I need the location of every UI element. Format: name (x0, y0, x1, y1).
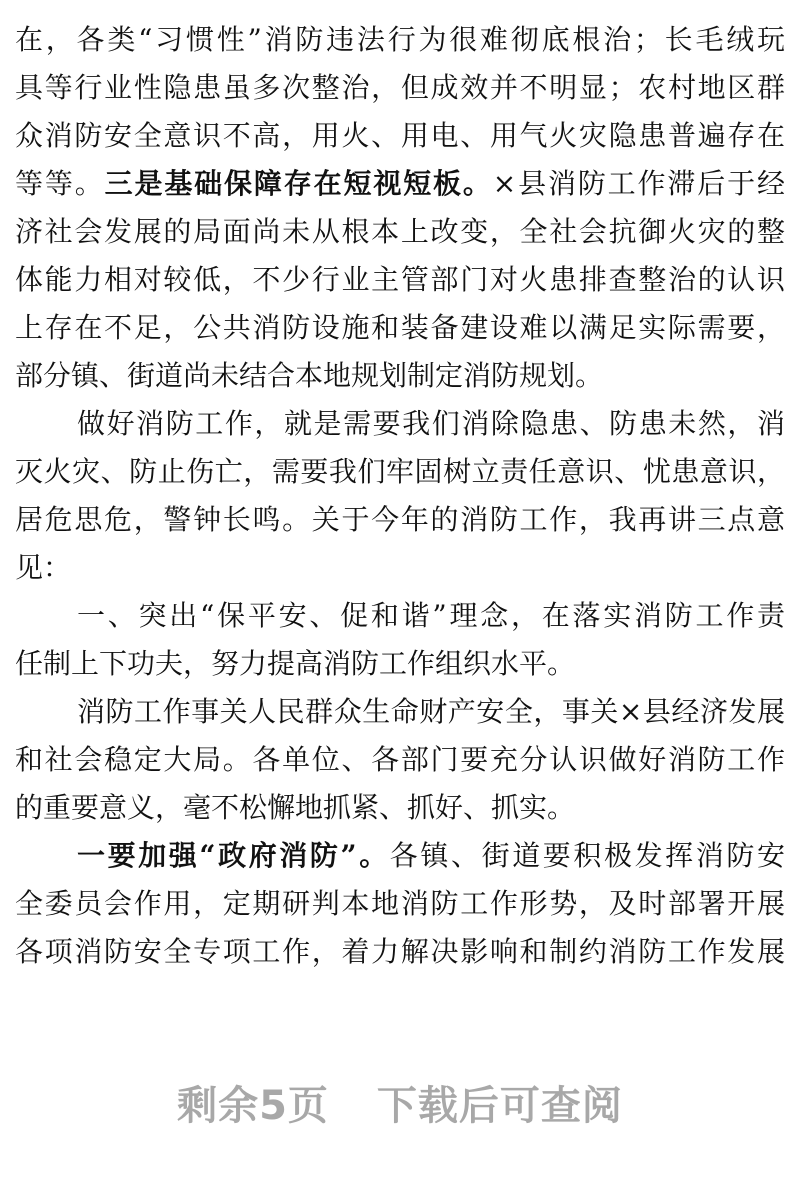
body-text: 各镇、街道要积极发挥消防安 (389, 839, 785, 872)
bold-heading-text: 三是基础保障存在短视短板。 (104, 167, 493, 200)
body-text: 见： (15, 551, 72, 584)
body-text: 全委员会作用，定期研判本地消防工作形势，及时部署开展 (15, 887, 785, 920)
text-line (15, 544, 785, 592)
text-line (15, 736, 785, 784)
text-line (15, 592, 785, 640)
text-line (15, 880, 785, 928)
text-line (15, 400, 785, 448)
download-prompt[interactable] (0, 1074, 800, 1131)
body-text: 消防工作事关人民群众生命财产安全，事关×县经济发展 (77, 695, 785, 728)
body-text: 具等行业性隐患虽多次整治，但成效并不明显；农村地区群 (15, 71, 785, 104)
body-text: ×县消防工作滞后于经 (492, 167, 785, 200)
text-line (15, 832, 785, 880)
body-text: 众消防安全意识不高，用火、用电、用气火灾隐患普遍存在 (15, 119, 785, 152)
text-line (15, 352, 785, 400)
text-line (15, 784, 785, 832)
body-text: 体能力相对较低，不少行业主管部门对火患排查整治的认识 (15, 263, 785, 296)
text-line (15, 640, 785, 688)
text-line (15, 160, 785, 208)
body-text: 一、突出“保平安、促和谐”理念，在落实消防工作责 (77, 599, 785, 632)
text-line (15, 16, 785, 64)
text-line (15, 496, 785, 544)
body-text: 做好消防工作，就是需要我们消除隐患、防患未然，消 (77, 407, 785, 440)
text-line (15, 928, 785, 976)
text-line (15, 64, 785, 112)
body-text: 在，各类“习惯性”消防违法行为很难彻底根治；长毛绒玩 (15, 23, 785, 56)
text-line (15, 688, 785, 736)
body-text: 灭火灾、防止伤亡，需要我们牢固树立责任意识、忧患意识， (15, 455, 785, 488)
bold-heading-text: 一要加强“政府消防”。 (77, 839, 390, 872)
text-line (15, 112, 785, 160)
remaining-pages-label: 剩余5页 (177, 1083, 329, 1129)
body-text: 和社会稳定大局。各单位、各部门要充分认识做好消防工作 (15, 743, 785, 776)
text-line (15, 304, 785, 352)
body-text: 居危思危，警钟长鸣。关于今年的消防工作，我再讲三点意 (15, 503, 785, 536)
text-line (15, 448, 785, 496)
body-text: 的重要意义，毫不松懈地抓紧、抓好、抓实。 (15, 791, 576, 824)
body-text: 等等。 (15, 167, 105, 200)
document-body (15, 16, 785, 976)
text-line (15, 208, 785, 256)
body-text: 各项消防安全专项工作，着力解决影响和制约消防工作发展 (15, 935, 785, 968)
body-text: 济社会发展的局面尚未从根本上改变，全社会抗御火灾的整 (15, 215, 785, 248)
download-hint-label[interactable]: 下载后可查阅 (376, 1083, 623, 1129)
body-text: 部分镇、街道尚未结合本地规划制定消防规划。 (15, 359, 604, 392)
body-text: 上存在不足，公共消防设施和装备建设难以满足实际需要， (15, 311, 785, 344)
body-text: 任制上下功夫，努力提高消防工作组织水平。 (15, 647, 576, 680)
text-line (15, 256, 785, 304)
